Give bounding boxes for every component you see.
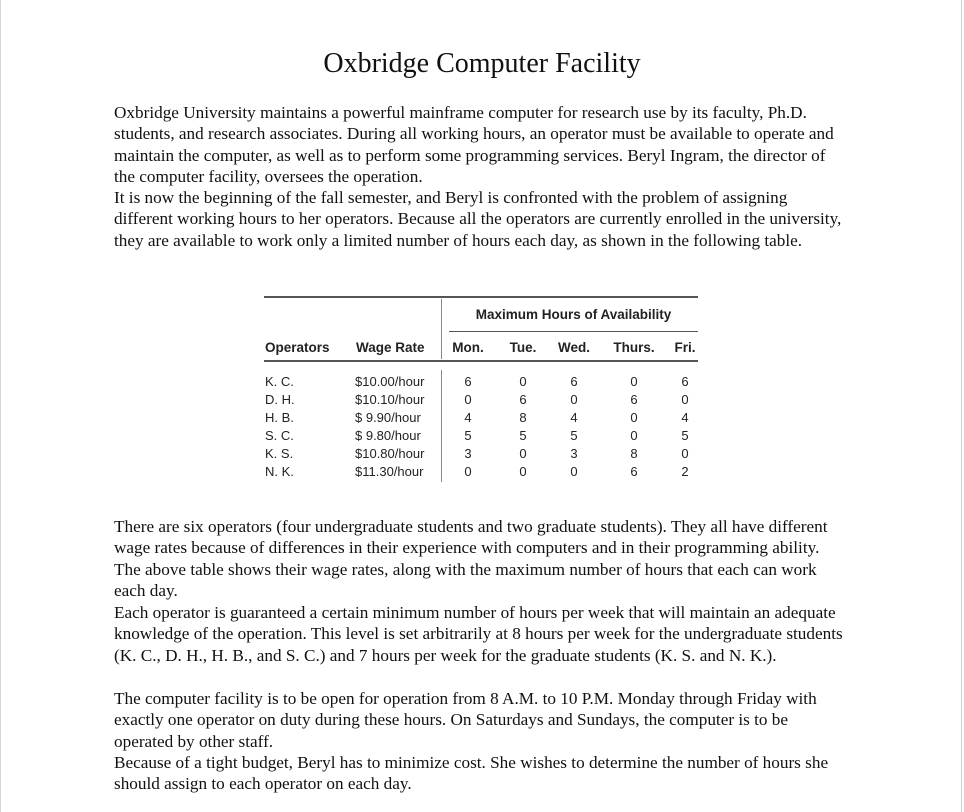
header-operators: Operators [265,340,330,355]
wage-rate: $ 9.90/hour [355,410,421,425]
hours-wed: 3 [570,446,578,461]
hours-thu: 6 [630,464,638,479]
hours-mon: 0 [464,464,472,479]
operator-name: K. S. [265,446,294,461]
hours-fri: 2 [681,464,689,479]
header-wage-rate: Wage Rate [356,340,425,355]
intro-paragraph: Oxbridge University maintains a powerful mainframe computer for research use by its faculty, Ph.D. students, and research associates. During all working hours, an operator must be available to operate and maintain the computer, as well as to perform some programming services. Beryl Ingram, the director of the computer facility, oversees the operation. [114,103,834,187]
opening-hours-paragraph: The computer facility is to be open for operation from 8 A.M. to 10 P.M. Monday through Friday with exactly one operator on duty during these hours. On Saturdays and Sundays, the computer is to be operated by other staff. [114,689,817,751]
operator-name: S. C. [265,428,294,443]
wage-rate: $10.00/hour [355,374,425,389]
table-top-rule [264,296,698,298]
hours-fri: 4 [681,410,689,425]
header-mon: Mon. [452,340,484,355]
hours-mon: 0 [464,392,472,407]
table-row [264,428,698,446]
hours-wed: 6 [570,374,578,389]
hours-mon: 6 [464,374,472,389]
wage-rate: $10.10/hour [355,392,425,407]
operator-name: H. B. [265,410,294,425]
table-row [264,410,698,428]
wage-rate: $11.30/hour [355,464,424,479]
hours-thu: 6 [630,392,638,407]
operator-name: N. K. [265,464,294,479]
hours-fri: 6 [681,374,689,389]
hours-wed: 5 [570,428,578,443]
hours-fri: 0 [681,392,689,407]
table-row [264,464,698,482]
hours-wed: 4 [570,410,578,425]
hours-mon: 4 [464,410,472,425]
hours-thu: 0 [630,410,638,425]
table-header-rule [264,360,698,362]
budget-paragraph: Because of a tight budget, Beryl has to minimize cost. She wishes to determine the number of hours she should assign to each operator on each day. [114,753,829,794]
header-tue: Tue. [509,340,537,355]
table-row [264,374,698,392]
hours-tue: 5 [519,428,527,443]
operator-name: D. H. [265,392,295,407]
problem-paragraph: It is now the beginning of the fall semester, and Beryl is confronted with the problem of assigning different working hours to her operators. Because all the operators are currently enrolled in the university, they are available to work only a limited number of hours each day, as shown in the following table. [114,188,842,250]
wage-rate: $10.80/hour [355,446,425,461]
hours-thu: 8 [630,446,638,461]
wage-rate: $ 9.80/hour [355,428,421,443]
hours-fri: 5 [681,428,689,443]
availability-group-header: Maximum Hours of Availability [475,307,672,322]
table-row [264,392,698,410]
hours-tue: 8 [519,410,527,425]
hours-mon: 5 [464,428,472,443]
table-header-divider [441,299,442,359]
hours-mon: 3 [464,446,472,461]
hours-wed: 0 [570,392,578,407]
hours-wed: 0 [570,464,578,479]
hours-tue: 6 [519,392,527,407]
availability-underline [449,331,698,332]
hours-tue: 0 [519,464,527,479]
operators-paragraph: There are six operators (four undergraduate students and two graduate students). They all have different wage rates because of differences in their experience with computers and in their programming ability. The above table shows their wage rates, along with the maximum number of hours that each can work each day. [114,517,828,601]
hours-tue: 0 [519,374,527,389]
header-fri: Fri. [674,340,696,355]
document-title: Oxbridge Computer Facility [323,48,641,79]
header-wed: Wed. [557,340,590,355]
table-row [264,446,698,464]
header-thu: Thurs. [613,340,655,355]
hours-thu: 0 [630,374,638,389]
operator-name: K. C. [265,374,294,389]
hours-thu: 0 [630,428,638,443]
hours-fri: 0 [681,446,689,461]
minimum-hours-paragraph: Each operator is guaranteed a certain minimum number of hours per week that will maintain an adequate knowledge of the operation. This level is set arbitrarily at 8 hours per week for the undergraduate students (K. C., D. H., H. B., and S. C.) and 7 hours per week for the graduate students (K. S. and N. K.). [114,603,843,665]
hours-tue: 0 [519,446,527,461]
